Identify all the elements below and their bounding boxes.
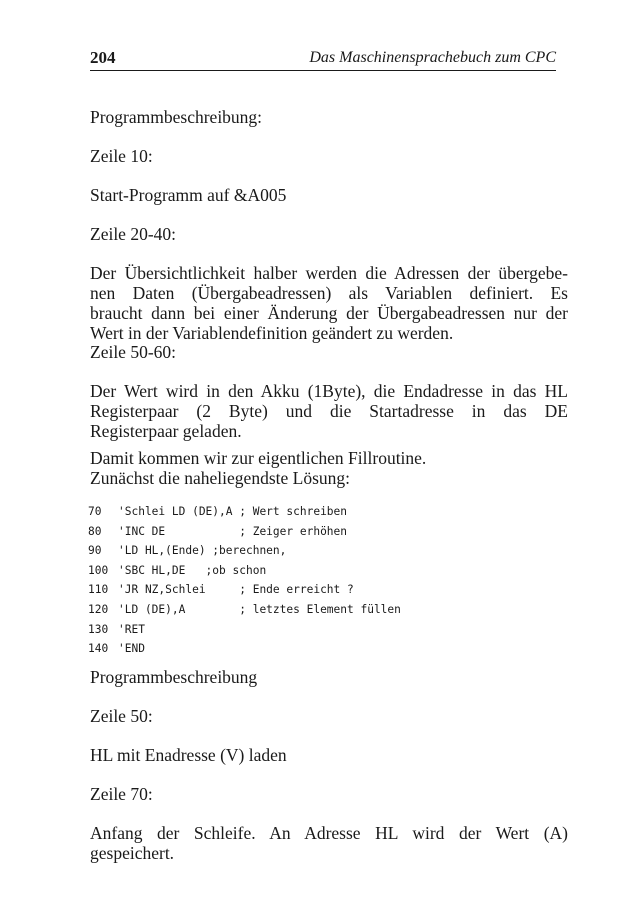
code-line-text: 'JR NZ,Schlei ; Ende erreicht ? [118, 583, 354, 597]
running-title: Das Maschinensprachebuch zum CPC [309, 49, 556, 66]
text-line: Wert in der Variablendefinition geändert zu werden. [90, 323, 454, 343]
code-line-number: 110 [88, 583, 109, 597]
code-line-number: 70 [88, 505, 102, 518]
code-listing [88, 502, 401, 659]
code-line [88, 600, 401, 620]
code-line [88, 522, 401, 542]
code-line-number: 90 [88, 544, 102, 558]
code-line-text: 'SBC HL,DE ;ob schon [118, 563, 267, 577]
code-line-number: 120 [88, 602, 109, 616]
code-line-text: 'END [118, 642, 145, 656]
code-line-number: 140 [88, 642, 109, 656]
code-line [88, 639, 401, 659]
text-line: Damit kommen wir zur eigentlichen Fillroutine. [90, 448, 427, 468]
paragraph [90, 381, 568, 441]
section-heading: Programmbeschreibung [90, 667, 258, 687]
page-header [90, 46, 556, 71]
code-line-text: 'RET [118, 622, 145, 636]
text-line: Registerpaar geladen. [90, 421, 242, 441]
text-line: Anfang der Schleife. An Adresse HL wird der Wert (A) [90, 823, 568, 843]
code-line-number: 100 [88, 563, 109, 577]
code-line-text: 'LD HL,(Ende) ;berechnen, [118, 544, 287, 558]
paragraph: Start-Programm auf &A005 [90, 185, 287, 205]
text-line: nen Daten (Übergabeadressen) als Variablen definiert. Es [90, 283, 568, 303]
text-line: Der Übersichtlichkeit halber werden die Adressen der übergebe- [90, 263, 568, 283]
paragraph [90, 448, 568, 488]
code-line-number: 80 [88, 524, 102, 538]
paragraph [90, 823, 568, 863]
text-line: braucht dann bei einer Änderung der Übergabeadressen nur der [90, 303, 568, 323]
line-label: Zeile 70: [90, 784, 153, 804]
text-line: Registerpaar (2 Byte) und die Startadresse in das DE [90, 401, 568, 421]
code-line [88, 541, 401, 561]
code-line [88, 620, 401, 640]
text-line: gespeichert. [90, 843, 175, 863]
code-line-text: 'Schlei LD (DE),A ; Wert schreiben [118, 505, 348, 518]
text-line: Zunächst die naheliegendste Lösung: [90, 468, 350, 488]
page-number: 204 [90, 48, 116, 67]
line-label: Zeile 20-40: [90, 224, 177, 244]
text-line: Der Wert wird in den Akku (1Byte), die Endadresse in das HL [90, 381, 568, 401]
paragraph: HL mit Enadresse (V) laden [90, 745, 287, 765]
paragraph [90, 263, 568, 343]
code-line-text: 'INC DE ; Zeiger erhöhen [118, 524, 348, 538]
code-line [88, 561, 401, 581]
code-line-number: 130 [88, 622, 109, 636]
code-line [88, 502, 401, 522]
line-label: Zeile 50-60: [90, 342, 177, 362]
code-line [88, 580, 401, 600]
line-label: Zeile 50: [90, 706, 153, 726]
line-label: Zeile 10: [90, 146, 153, 166]
section-heading: Programmbeschreibung: [90, 107, 263, 127]
code-line-text: 'LD (DE),A ; letztes Element füllen [118, 602, 401, 616]
